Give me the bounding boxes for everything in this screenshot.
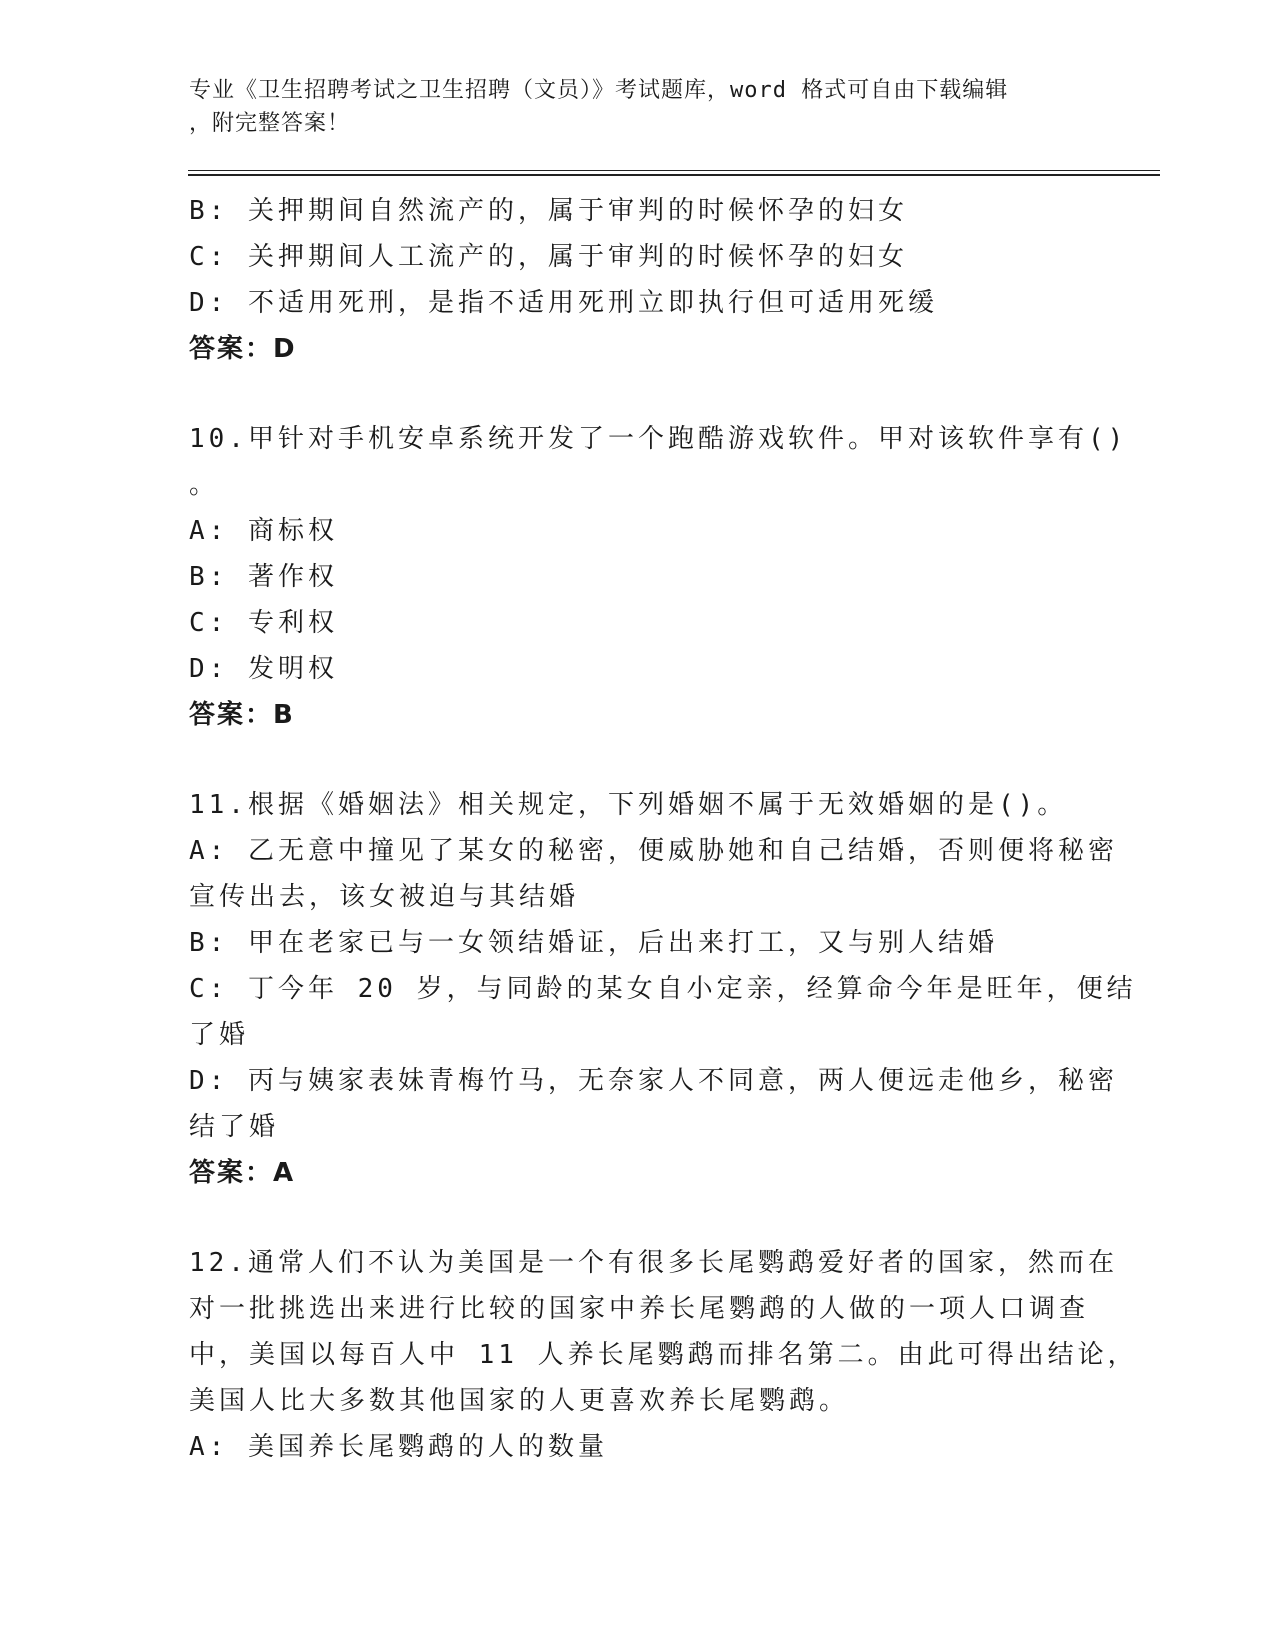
question-stem-continued: 中，美国以每百人中 11 人养长尾鹦鹉而排名第二。由此可得出结论，	[189, 1340, 1138, 1370]
option-c: C: 专利权	[189, 608, 338, 638]
option-a-continued: 宣传出去，该女被迫与其结婚	[189, 882, 580, 912]
page-header	[189, 74, 1069, 140]
question-stem: 12.通常人们不认为美国是一个有很多长尾鹦鹉爱好者的国家，然而在	[189, 1248, 1118, 1278]
question-stem-continued: 。	[189, 470, 220, 500]
option-a: A: 美国养长尾鹦鹉的人的数量	[189, 1432, 608, 1462]
option-d: D: 发明权	[189, 654, 338, 684]
option-b: B: 甲在老家已与一女领结婚证，后出来打工，又与别人结婚	[189, 928, 998, 958]
question-9	[189, 188, 1089, 372]
option-a: A: 乙无意中撞见了某女的秘密，便威胁她和自己结婚，否则便将秘密	[189, 836, 1118, 866]
question-stem-continued: 对一批挑选出来进行比较的国家中养长尾鹦鹉的人做的一项人口调查	[189, 1294, 1090, 1324]
header-divider-thick	[188, 174, 1160, 176]
answer: 答案：B	[189, 700, 295, 730]
option-d: D: 不适用死刑，是指不适用死刑立即执行但可适用死缓	[189, 288, 938, 318]
question-11	[189, 782, 1137, 1196]
option-d: D: 丙与姨家表妹青梅竹马，无奈家人不同意，两人便远走他乡，秘密	[189, 1066, 1118, 1096]
header-line-1: 专业《卫生招聘考试之卫生招聘（文员）》考试题库，word 格式可自由下载编辑	[189, 78, 1009, 103]
option-d-continued: 结了婚	[189, 1112, 280, 1142]
question-stem: 11.根据《婚姻法》相关规定，下列婚姻不属于无效婚姻的是()。	[189, 790, 1068, 820]
option-c: C: 关押期间人工流产的，属于审判的时候怀孕的妇女	[189, 242, 908, 272]
option-b: B: 关押期间自然流产的，属于审判的时候怀孕的妇女	[189, 196, 908, 226]
question-12	[189, 1240, 1138, 1470]
question-content	[189, 188, 1138, 1470]
header-divider-thin	[188, 170, 1160, 171]
option-c: C: 丁今年 20 岁，与同龄的某女自小定亲，经算命今年是旺年，便结	[189, 974, 1137, 1004]
question-stem-continued: 美国人比大多数其他国家的人更喜欢养长尾鹦鹉。	[189, 1386, 850, 1416]
question-stem: 10.甲针对手机安卓系统开发了一个跑酷游戏软件。甲对该软件享有()	[189, 424, 1128, 454]
spacer	[189, 372, 1089, 416]
question-10	[189, 416, 1128, 738]
spacer	[189, 1196, 1089, 1240]
answer: 答案：D	[189, 334, 297, 364]
option-a: A: 商标权	[189, 516, 338, 546]
option-b: B: 著作权	[189, 562, 338, 592]
answer: 答案：A	[189, 1158, 296, 1188]
header-line-2: ，附完整答案！	[189, 111, 351, 136]
option-c-continued: 了婚	[189, 1020, 250, 1050]
spacer	[189, 738, 1089, 782]
